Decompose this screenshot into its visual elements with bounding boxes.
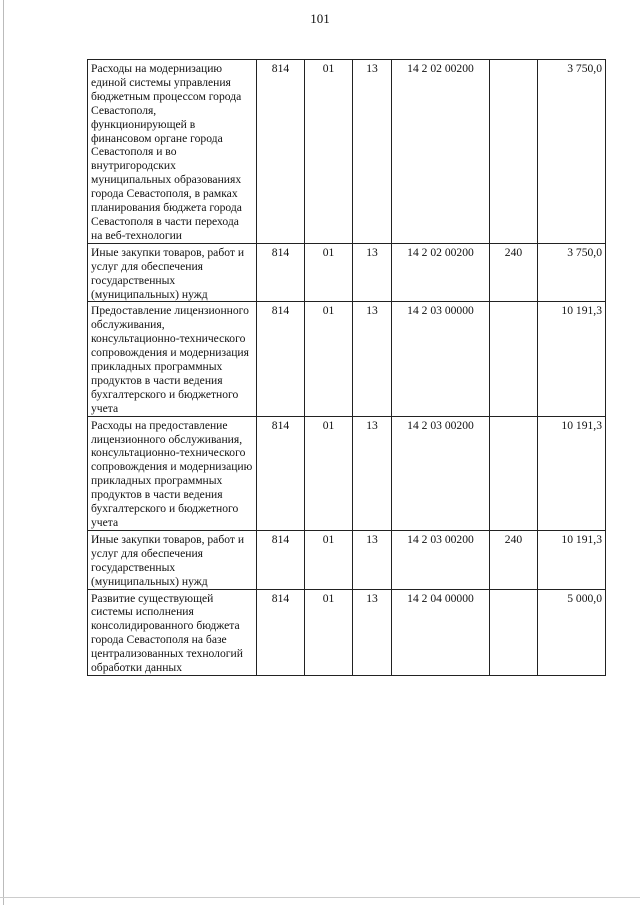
- table-row: [88, 302, 606, 416]
- row-grbs: 814: [257, 416, 305, 530]
- row-expense-type: 240: [490, 530, 538, 589]
- table-row: [88, 60, 606, 244]
- row-name: Иные закупки товаров, работ и услуг для обеспечения государственных (муниципальных) нужд: [88, 530, 257, 589]
- row-section: 01: [305, 530, 353, 589]
- page-number: 101: [310, 11, 330, 26]
- row-expense-type: 240: [490, 243, 538, 302]
- table-row: [88, 589, 606, 675]
- row-amount: 3 750,0: [538, 60, 606, 244]
- row-amount: 10 191,3: [538, 416, 606, 530]
- row-target-article: 14 2 03 00200: [392, 416, 490, 530]
- row-target-article: 14 2 04 00000: [392, 589, 490, 675]
- table-row: [88, 243, 606, 302]
- row-name: Иные закупки товаров, работ и услуг для обеспечения государственных (муниципальных) нужд: [88, 243, 257, 302]
- row-subsection: 13: [353, 243, 392, 302]
- row-target-article: 14 2 02 00200: [392, 243, 490, 302]
- row-section: 01: [305, 416, 353, 530]
- row-amount: 5 000,0: [538, 589, 606, 675]
- row-grbs: 814: [257, 60, 305, 244]
- budget-table: [87, 59, 606, 676]
- table-row: [88, 416, 606, 530]
- row-amount: 10 191,3: [538, 302, 606, 416]
- row-expense-type: [490, 589, 538, 675]
- row-expense-type: [490, 60, 538, 244]
- table-row: [88, 530, 606, 589]
- row-subsection: 13: [353, 530, 392, 589]
- row-section: 01: [305, 243, 353, 302]
- scan-edge-left: [3, 0, 4, 905]
- row-target-article: 14 2 03 00000: [392, 302, 490, 416]
- row-section: 01: [305, 589, 353, 675]
- row-name: Развитие существующей системы исполнения консолидированного бюджета города Севастополя на базе централизованных технологий обработки данных: [88, 589, 257, 675]
- row-target-article: 14 2 03 00200: [392, 530, 490, 589]
- scan-edge-bottom: [0, 897, 640, 898]
- row-subsection: 13: [353, 416, 392, 530]
- row-grbs: 814: [257, 530, 305, 589]
- row-section: 01: [305, 60, 353, 244]
- row-subsection: 13: [353, 589, 392, 675]
- row-grbs: 814: [257, 243, 305, 302]
- row-target-article: 14 2 02 00200: [392, 60, 490, 244]
- row-amount: 3 750,0: [538, 243, 606, 302]
- row-amount: 10 191,3: [538, 530, 606, 589]
- row-expense-type: [490, 302, 538, 416]
- row-subsection: 13: [353, 60, 392, 244]
- row-grbs: 814: [257, 302, 305, 416]
- row-name: Предоставление лицензионного обслуживания, консультационно-технического сопровождения и модернизация прикладных программных продуктов в части ведения бухгалтерского и бюджетного учета: [88, 302, 257, 416]
- row-expense-type: [490, 416, 538, 530]
- budget-table-body: [88, 60, 606, 676]
- row-section: 01: [305, 302, 353, 416]
- row-name: Расходы на предоставление лицензионного обслуживания, консультационно-технического сопровождения и модернизацию прикладных программных продуктов в части ведения бухгалтерского и бюджетного учета: [88, 416, 257, 530]
- row-name: Расходы на модернизацию единой системы управления бюджетным процессом города Севастополя, функционирующей в финансовом органе города Севастополя и во внутригородских муниципальных образованиях города Севастополя, в рамках планирования бюджета города Севастополя в части перехода на веб-технологии: [88, 60, 257, 244]
- row-grbs: 814: [257, 589, 305, 675]
- row-subsection: 13: [353, 302, 392, 416]
